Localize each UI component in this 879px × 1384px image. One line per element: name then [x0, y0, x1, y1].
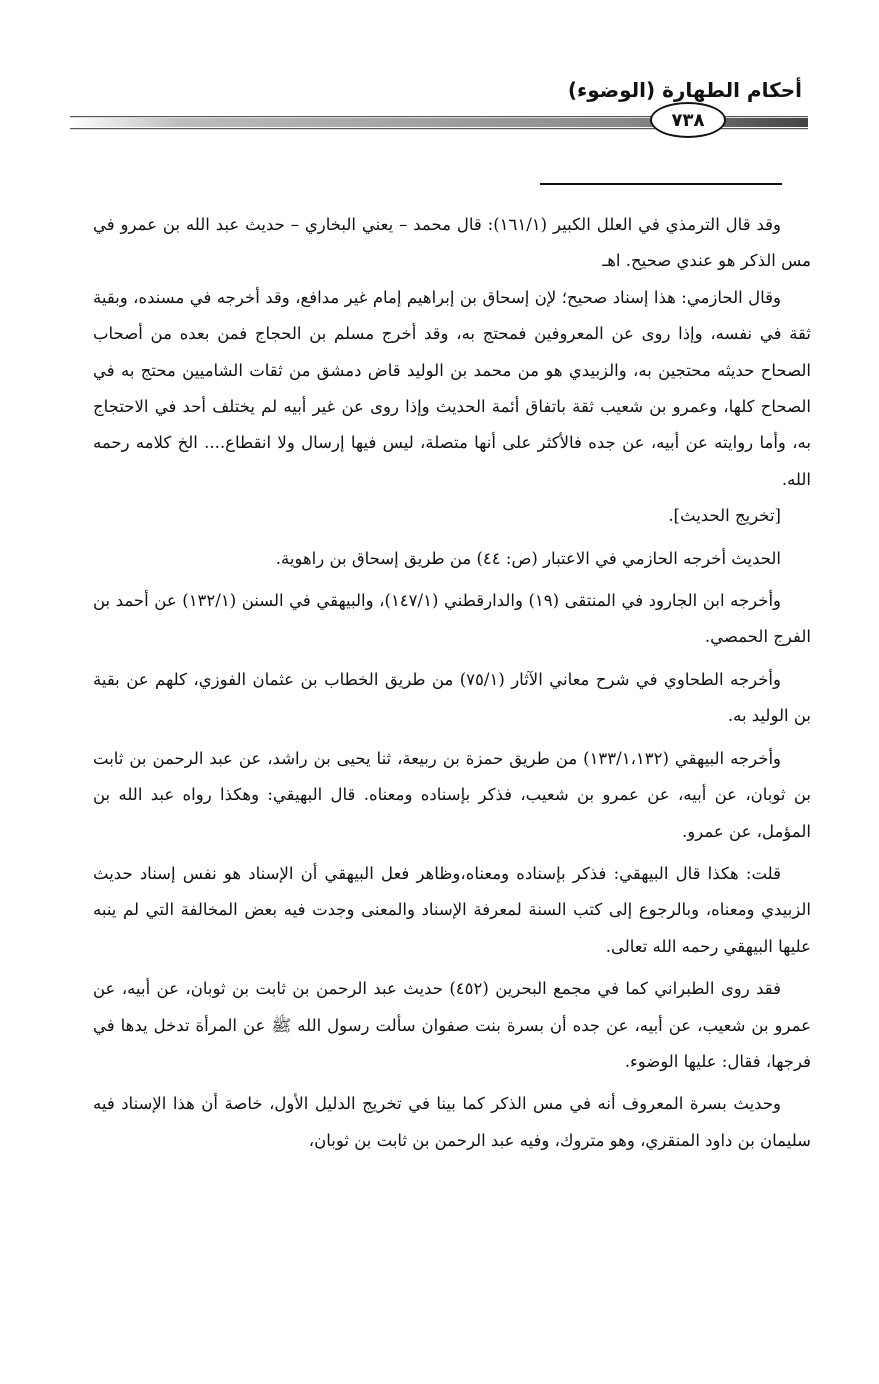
separator-rule [540, 183, 782, 185]
paragraph: قلت: هكذا قال البيهقي: فذكر بإسناده ومعناه،وظاهر فعل البيهقي أن الإسناد هو نفس إسناد حديث الزبيدي ومعناه، وبالرجوع إلى كتب السنة لمعرفة الإسناد والمعنى وجدت فيه بعض المخالفة التي لم ينبه عليها البيهقي رحمه الله تعالى. [93, 863, 811, 956]
paragraph: الحديث أخرجه الحازمي في الاعتبار (ص: ٤٤) من طريق إسحاق بن راهوية. [275, 548, 781, 568]
running-title: أحكام الطهارة (الوضوء) [567, 78, 802, 102]
paragraph: وأخرجه الطحاوي في شرح معاني الآثار (٧٥/١) من طريق الخطاب بن عثمان الفوزي، كلهم عن بقية بن الوليد به. [93, 669, 811, 726]
main-text [93, 207, 811, 1159]
paragraph: [تخريج الحديث]. [668, 506, 781, 526]
page-number: ٧٣٨ [650, 102, 726, 138]
paragraph: فقد روى الطبراني كما في مجمع البحرين (٤٥٢) حديث عبد الرحمن بن ثابت بن ثوبان، عن أبيه، عن عمرو بن شعيب، عن أبيه، عن جده أن بسرة بنت صفوان سألت رسول الله ﷺ عن المرأة تدخل يدها في فرجها، فقال: عليها الوضوء. [93, 979, 811, 1071]
paragraph: وأخرجه البيهقي (١٣٣/١،١٣٢) من طريق حمزة بن ربيعة، ثنا يحيى بن راشد، عن عبد الرحمن بن ثابت بن ثوبان، عن أبيه، عن عمرو بن شعيب، فذكر بإسناده ومعناه. قال البهيقي: وهكذا رواه عبد الله بن المؤمل، عن عمرو. [93, 748, 811, 841]
paragraph: وأخرجه ابن الجارود في المنتقى (١٩) والدارقطني (١٤٧/١)، والبيهقي في السنن (١٣٢/١) عن أحمد بن الفرج الحمصي. [93, 591, 811, 647]
paragraph: وقد قال الترمذي في العلل الكبير (١٦١/١): قال محمد – يعني البخاري – حديث عبد الله بن عمرو في مس الذكر هو عندي صحيح. اهـ [93, 215, 811, 271]
paragraph: وحديث بسرة المعروف أنه في مس الذكر كما بينا في تخريج الدليل الأول، خاصة أن هذا الإسناد فيه سليمان بن داود المنقري، وهو متروك، وفيه عبد الرحمن بن ثابت بن ثوبان، [93, 1094, 811, 1150]
paragraph: وقال الحازمي: هذا إسناد صحيح؛ لإن إسحاق بن إبراهيم إمام غير مدافع، وقد أخرجه في مسنده، وبقية ثقة في نفسه، وإذا روى عن المعروفين فمحتج به، وقد أخرج مسلم بن الحجاج فمن بعده من أصحاب الصحاح حديثه محتجين به، والزبيدي هو من محمد بن الوليد قاض دمشق من ثقات الشاميين محتج به في الصحاح كلها، وعمرو بن شعيب ثقة باتفاق أئمة الحديث وإذا روى عن غير أبيه لم يختلف أحد في الاحتجاج به، وأما روايته عن أبيه، عن جده فالأكثر على أنها متصلة، ليس فيها إرسال ولا انقطاع.... الخ كلامه رحمه الله. [93, 287, 811, 489]
